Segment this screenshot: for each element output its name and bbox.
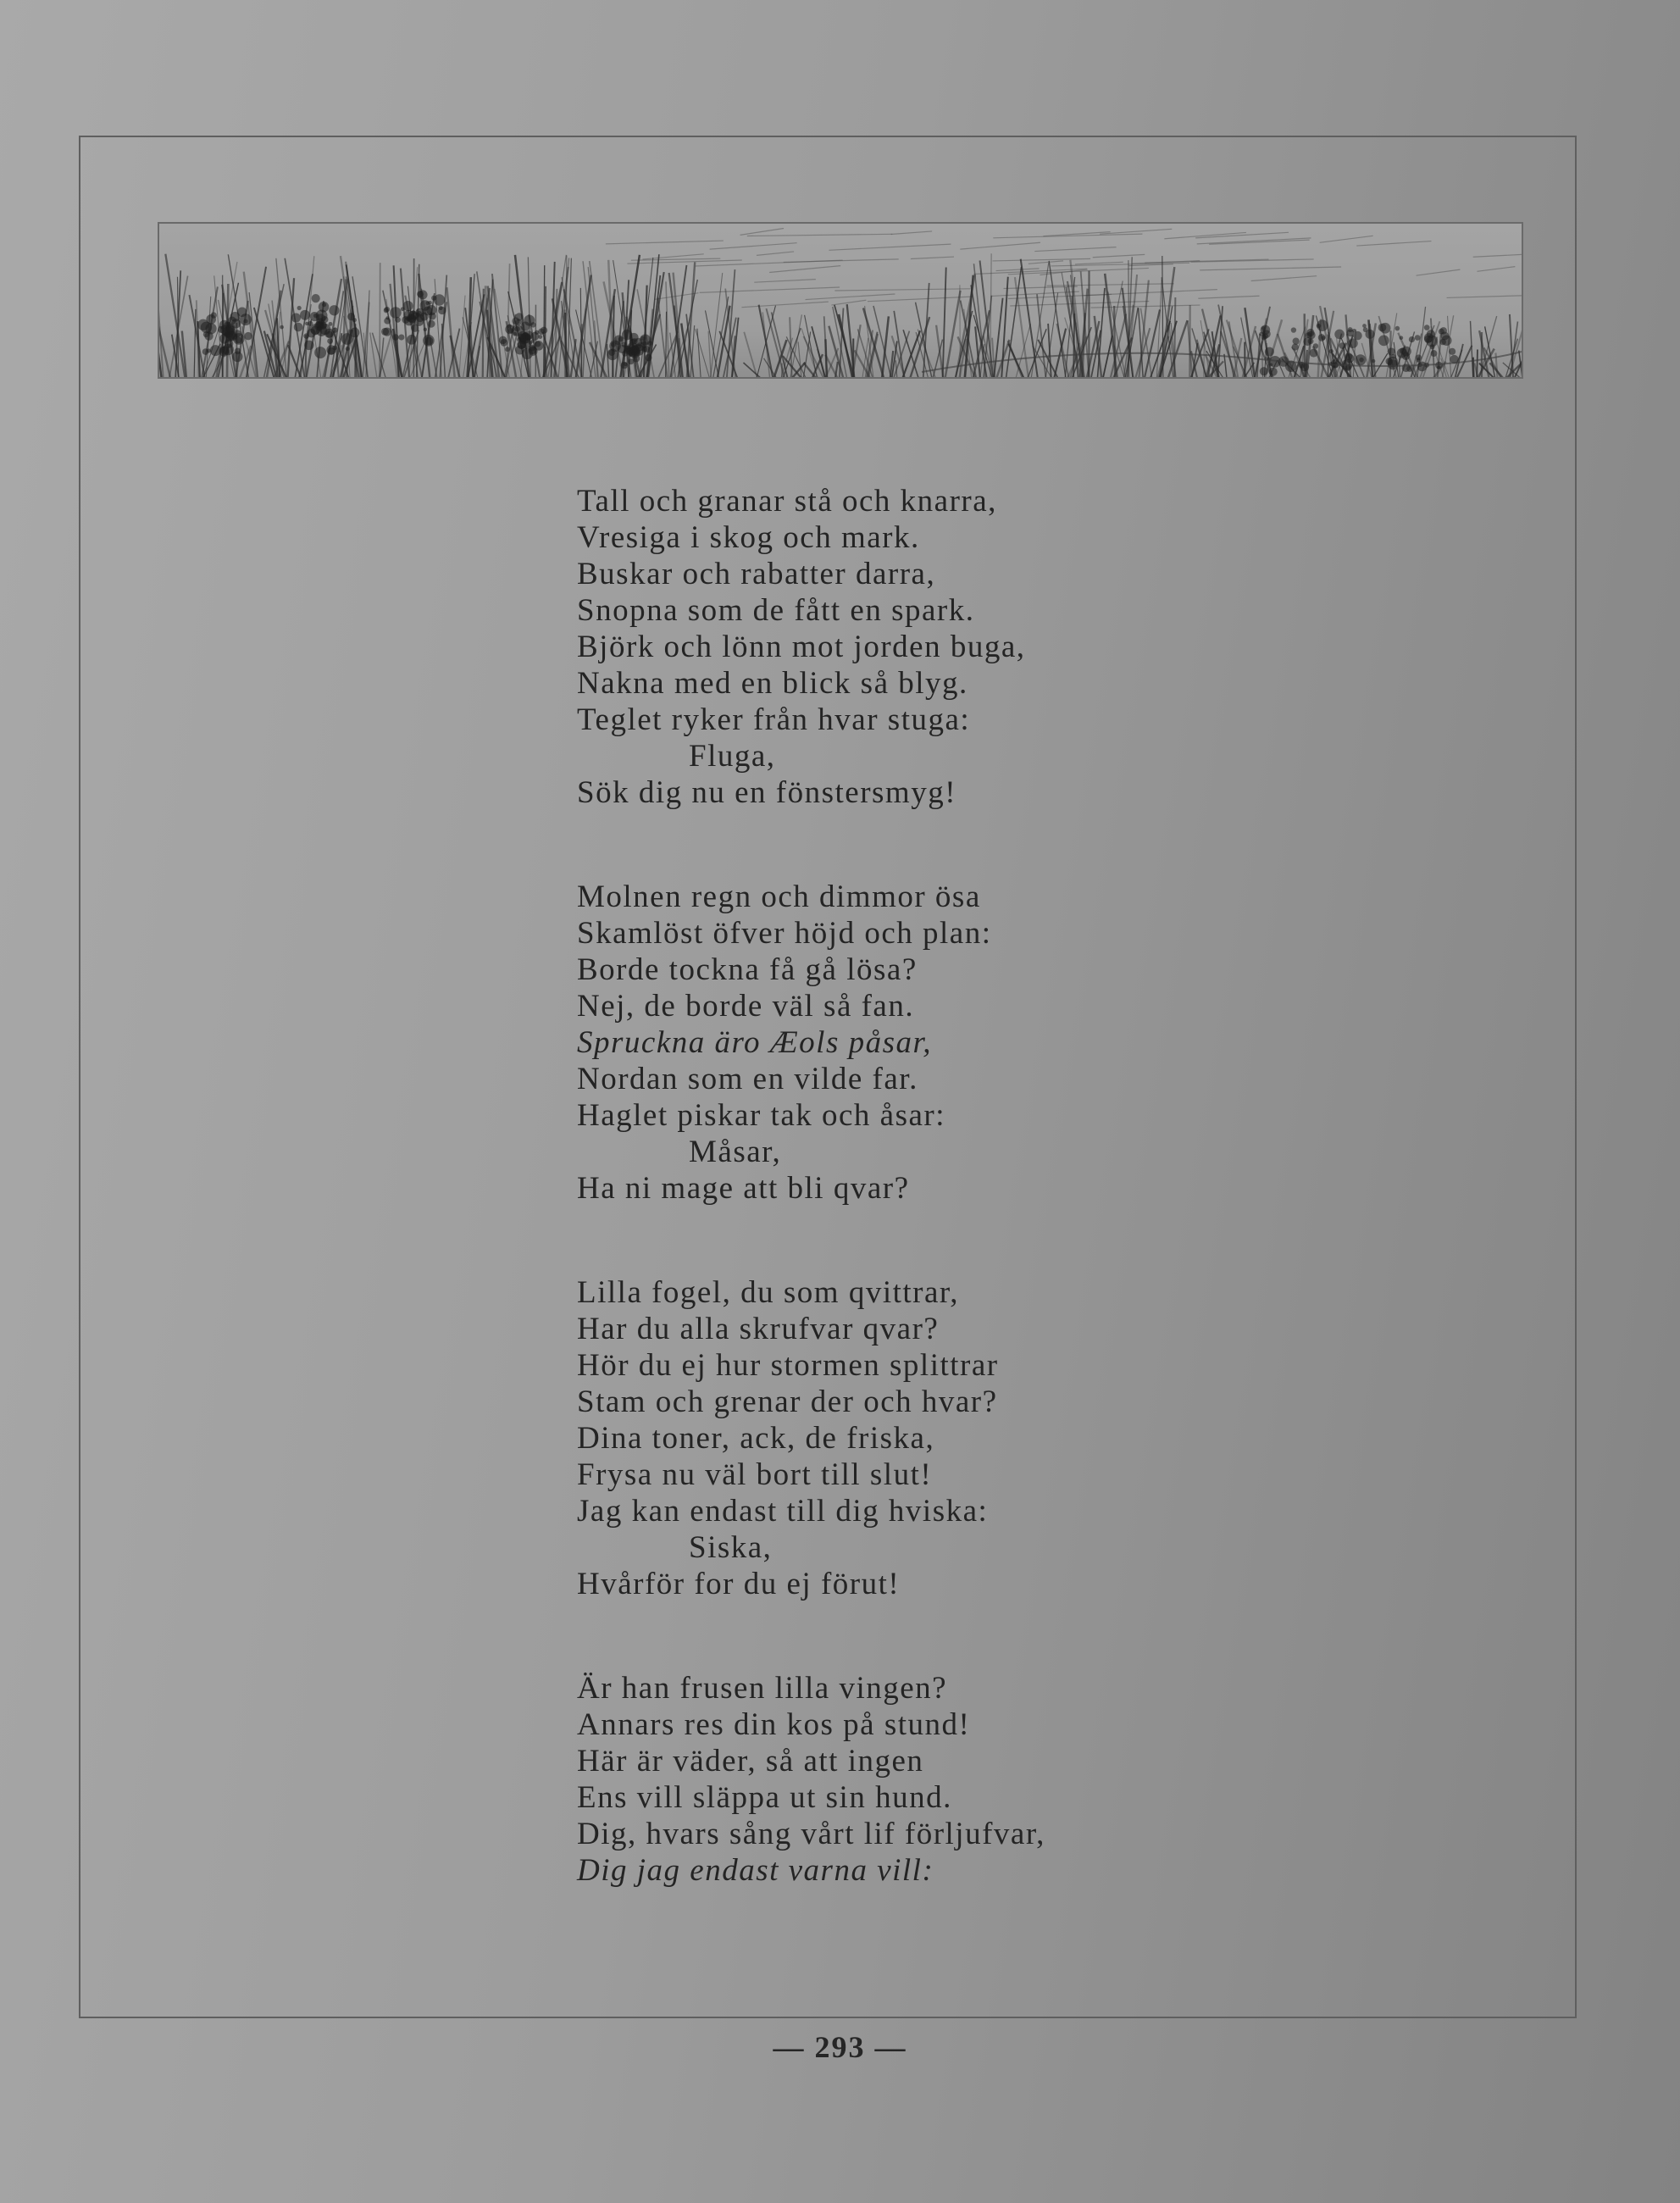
landscape-sketch-icon: [159, 224, 1523, 379]
poem-line: Har du alla skrufvar qvar?: [577, 1312, 940, 1346]
poem-line: Buskar och rabatter darra,: [577, 557, 936, 591]
poem-line: Hvårför for du ej förut!: [577, 1567, 901, 1601]
poem-line: Nej, de borde väl så fan.: [577, 989, 915, 1024]
poem-line: Stam och grenar der och hvar?: [577, 1385, 998, 1419]
poem-line: Lilla fogel, du som qvittrar,: [577, 1275, 959, 1310]
poem-line: Siska,: [689, 1530, 773, 1565]
poem-line: Molnen regn och dimmor ösa: [577, 880, 981, 914]
poem-line: Snopna som de fått en spark.: [577, 593, 975, 628]
poem-line: Fluga,: [689, 739, 776, 774]
landscape-vignette: [158, 222, 1523, 379]
page-number: — 293 —: [773, 2030, 907, 2064]
poem-line: Ha ni mage att bli qvar?: [577, 1171, 910, 1206]
poem-line: Ens vill släppa ut sin hund.: [577, 1780, 952, 1815]
poem-line: Annars res din kos på stund!: [577, 1707, 971, 1742]
poem-line: Här är väder, så att ingen: [577, 1744, 924, 1778]
poem-line: Jag kan endast till dig hviska:: [577, 1494, 989, 1529]
poem-line: Björk och lönn mot jorden buga,: [577, 630, 1026, 664]
poem-line: Teglet ryker från hvar stuga:: [577, 702, 971, 737]
stanza: [577, 1670, 1187, 1889]
poem-line: Dig jag endast varna vill:: [577, 1853, 934, 1888]
poem-line: Är han frusen lilla vingen?: [577, 1671, 948, 1706]
poem-line: Nordan som en vilde far.: [577, 1062, 918, 1096]
stanza: [577, 879, 1187, 1207]
poem-line: Vresiga i skog och mark.: [577, 520, 920, 555]
poem-line: Tall och granar stå och knarra,: [577, 484, 997, 519]
poem-line: Dig, hvars sång vårt lif förljufvar,: [577, 1817, 1045, 1851]
poem: [577, 483, 1187, 1956]
stanza: [577, 483, 1187, 811]
stanza: [577, 1274, 1187, 1602]
poem-line: Skamlöst öfver höjd och plan:: [577, 916, 992, 951]
poem-line: Sök dig nu en fönstersmyg!: [577, 775, 957, 810]
poem-line: Hör du ej hur stormen splittrar: [577, 1348, 999, 1383]
poem-line: Måsar,: [689, 1135, 782, 1169]
poem-line: Frysa nu väl bort till slut!: [577, 1457, 933, 1492]
poem-line: Dina toner, ack, de friska,: [577, 1421, 935, 1456]
poem-line: Spruckna äro Æols påsar,: [577, 1025, 933, 1060]
poem-line: Haglet piskar tak och åsar:: [577, 1098, 946, 1133]
poem-line: Nakna med en blick så blyg.: [577, 666, 968, 701]
poem-line: Borde tockna få gå lösa?: [577, 952, 918, 987]
